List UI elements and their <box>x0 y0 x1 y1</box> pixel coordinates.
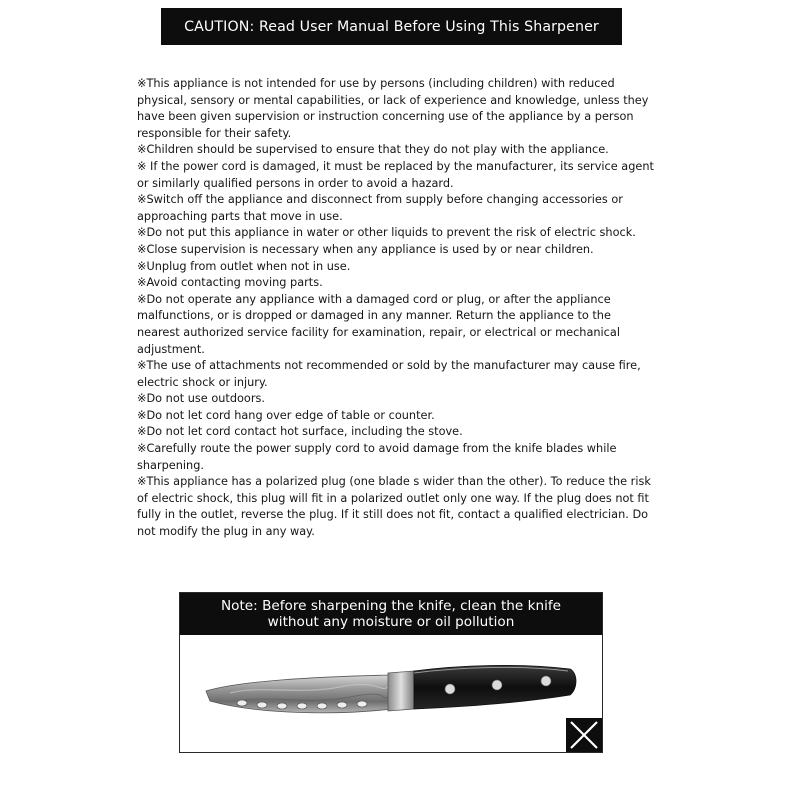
warning-item: ※Carefully route the power supply cord to avoid damage from the knife blades while sharpening. <box>137 442 617 472</box>
close-icon <box>566 718 602 752</box>
warning-item: ※This appliance has a polarized plug (one blade s wider than the other). To reduce the risk of electric shock, this plug will fit in a polarized outlet only one way. If the plug does not fit fully in the outlet, reverse the plug. If it still does not fit, contact a qualified electrician. Do not modify the plug in any way. <box>137 475 651 539</box>
warning-list <box>137 76 657 541</box>
warning-item: ※Switch off the appliance and disconnect from supply before changing accessories or approaching parts that move in use. <box>137 193 623 223</box>
note-panel <box>179 592 603 753</box>
note-line-1: Note: Before sharpening the knife, clean the knife <box>220 598 562 614</box>
note-header <box>180 593 602 635</box>
knife-bolster <box>388 671 414 711</box>
warning-item: ※Do not operate any appliance with a damaged cord or plug, or after the appliance malfunctions, or is dropped or damaged in any manner. Return the appliance to the nearest authorized service facility for examination, repair, or electrical or mechanical adjustment. <box>137 292 620 356</box>
knife-icon <box>200 651 580 731</box>
warning-item: ※Do not put this appliance in water or other liquids to prevent the risk of electric shock. <box>137 226 636 240</box>
caution-banner <box>161 8 622 45</box>
warning-item: ※Children should be supervised to ensure that they do not play with the appliance. <box>137 143 609 157</box>
warning-item: ※Unplug from outlet when not in use. <box>137 259 351 273</box>
warning-item: ※Do not let cord hang over edge of table or counter. <box>137 408 435 422</box>
warning-item: ※The use of attachments not recommended or sold by the manufacturer may cause fire, electric shock or injury. <box>137 359 641 389</box>
note-line-2: without any moisture or oil pollution <box>267 614 515 630</box>
warning-item: ※This appliance is not intended for use by persons (including children) with reduced physical, sensory or mental capabilities, or lack of experience and knowledge, unless they have been given supervision or instruction concerning use of the appliance by a person responsible for their safety. <box>137 77 649 140</box>
warning-item: ※Do not use outdoors. <box>137 392 265 406</box>
warning-item: ※Close supervision is necessary when any appliance is used by or near children. <box>137 242 594 256</box>
warning-item: ※Avoid contacting moving parts. <box>137 276 323 290</box>
warning-item: ※ If the power cord is damaged, it must be replaced by the manufacturer, its service agent or similarly qualified persons in order to avoid a hazard. <box>137 159 654 190</box>
warning-item: ※Do not let cord contact hot surface, including the stove. <box>137 425 463 439</box>
caution-title: CAUTION: Read User Manual Before Using This Sharpener <box>184 18 599 35</box>
